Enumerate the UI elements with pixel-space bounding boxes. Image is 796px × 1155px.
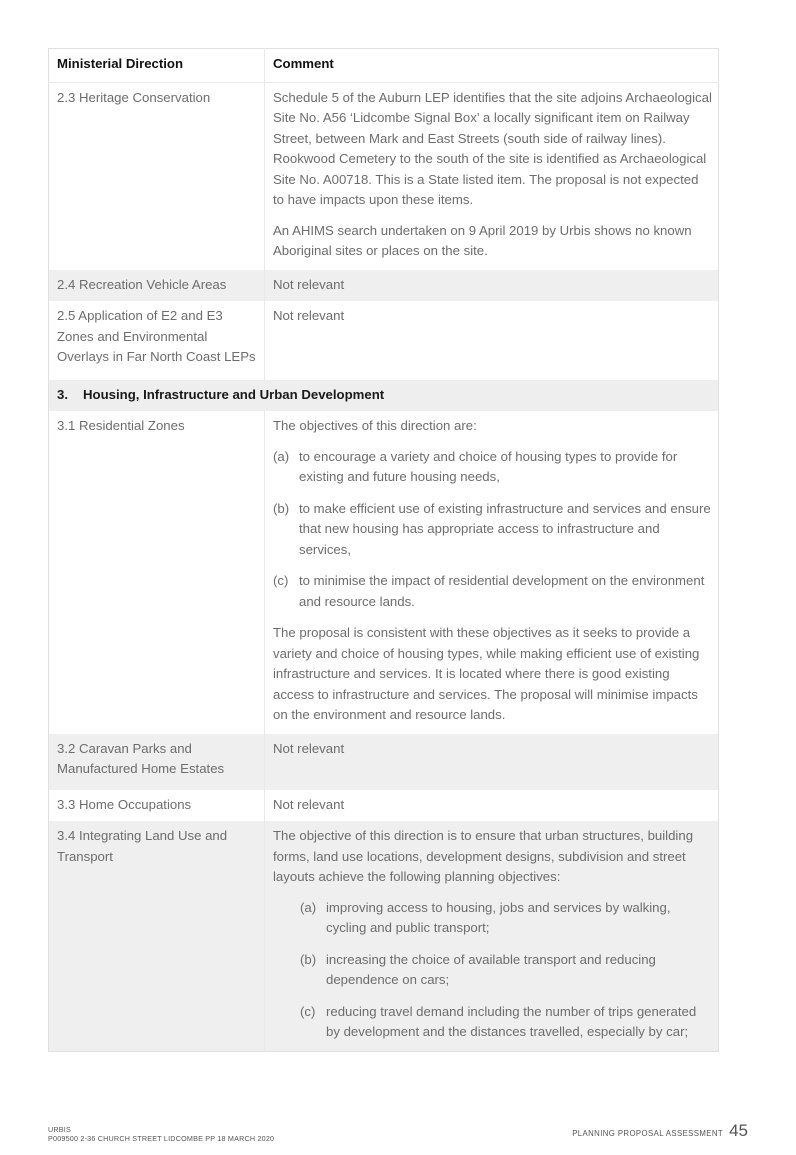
footer-right [572, 1122, 748, 1140]
direction-cell: 2.3 Heritage Conservation [49, 82, 265, 270]
list-item [273, 898, 712, 939]
direction-cell: 3.3 Home Occupations [49, 790, 265, 822]
direction-cell: 3.2 Caravan Parks and Manufactured Home Estates [49, 734, 265, 790]
list-item [273, 447, 712, 488]
list-item-label: (a) [273, 448, 290, 464]
direction-cell: 3.4 Integrating Land Use and Transport [49, 821, 265, 1051]
section-heading-row [49, 380, 719, 412]
list-item [273, 1002, 712, 1043]
list-item-label: (a) [300, 899, 317, 915]
comment-paragraph: Schedule 5 of the Auburn LEP identifies that the site adjoins Archaeological Site No. A56 ‘Lidcombe Signal Box’ a locally significant item on Railway Street, between Mark and East Streets (south side of railway lines). Rookwood Cemetery to the south of the site is identified as Archaeological Site No. A00718. This is a State listed item. The proposal is not expected to have impacts upon these items. [273, 89, 712, 207]
section-title: Housing, Infrastructure and Urban Development [83, 386, 385, 402]
table-row [49, 82, 719, 270]
footer-company: URBIS [48, 1125, 71, 1134]
table-row [49, 734, 719, 790]
list-item-label: (b) [300, 951, 317, 967]
comment-cell [265, 411, 719, 734]
footer-section-title: PLANNING PROPOSAL ASSESSMENT [572, 1129, 724, 1138]
list-item-text: to encourage a variety and choice of housing types to provide for existing and future housing needs, [299, 448, 678, 484]
list-item-text: increasing the choice of available transport and reducing dependence on cars; [326, 951, 656, 987]
list-item [273, 571, 712, 612]
list-item-label: (c) [300, 1003, 316, 1019]
page-number: 45 [729, 1121, 748, 1140]
direction-cell: 2.5 Application of E2 and E3 Zones and Environmental Overlays in Far North Coast LEPs [49, 301, 265, 380]
comment-paragraph: The objectives of this direction are: [273, 418, 477, 433]
list-item-text: reducing travel demand including the number of trips generated by development and the distances travelled, especially by car; [326, 1003, 697, 1039]
section-heading [49, 380, 719, 412]
table-header-row [49, 49, 719, 83]
comment-cell: Not relevant [265, 734, 719, 790]
comment-cell: Not relevant [265, 270, 719, 302]
table-row [49, 790, 719, 822]
column-header-comment: Comment [265, 49, 719, 83]
comment-paragraph: The objective of this direction is to ensure that urban structures, building forms, land use locations, development designs, subdivision and street layouts achieve the following planning objectives: [273, 828, 694, 884]
ministerial-directions-table [48, 48, 719, 1052]
column-header-direction: Ministerial Direction [49, 49, 265, 83]
list-item [273, 950, 712, 991]
table-row [49, 821, 719, 1051]
comment-cell: Not relevant [273, 308, 345, 323]
list-item-label: (c) [273, 573, 289, 588]
comment-paragraph: The proposal is consistent with these objectives as it seeks to provide a variety and choice of housing types, while making efficient use of existing infrastructure and services. It is located where there is good existing access to infrastructure and services. The proposal will minimise impacts on the environment and resource lands. [273, 625, 700, 722]
direction-cell: 2.4 Recreation Vehicle Areas [49, 270, 265, 302]
table-row [49, 301, 719, 380]
section-number: 3. [57, 386, 68, 402]
comment-cell: Not relevant [273, 796, 345, 812]
list-item-text: to minimise the impact of residential development on the environment and resource lands. [299, 573, 705, 609]
list-item-text: improving access to housing, jobs and services by walking, cycling and public transport; [326, 899, 671, 935]
comment-paragraph: An AHIMS search undertaken on 9 April 2019 by Urbis shows no known Aboriginal sites or places on the site. [273, 222, 692, 258]
list-item-label: (b) [273, 500, 290, 516]
comment-cell [265, 821, 719, 1051]
footer-reference: P009500 2-36 CHURCH STREET LIDCOMBE PP 18 MARCH 2020 [48, 1134, 275, 1143]
direction-cell: 3.1 Residential Zones [49, 411, 265, 734]
table-row [49, 411, 719, 734]
comment-cell [265, 82, 719, 270]
table-row [49, 270, 719, 302]
list-item-text: to make efficient use of existing infrastructure and services and ensure that new housing has appropriate access to infrastructure and services, [299, 500, 711, 557]
footer-left [48, 1125, 274, 1143]
list-item [273, 499, 712, 561]
